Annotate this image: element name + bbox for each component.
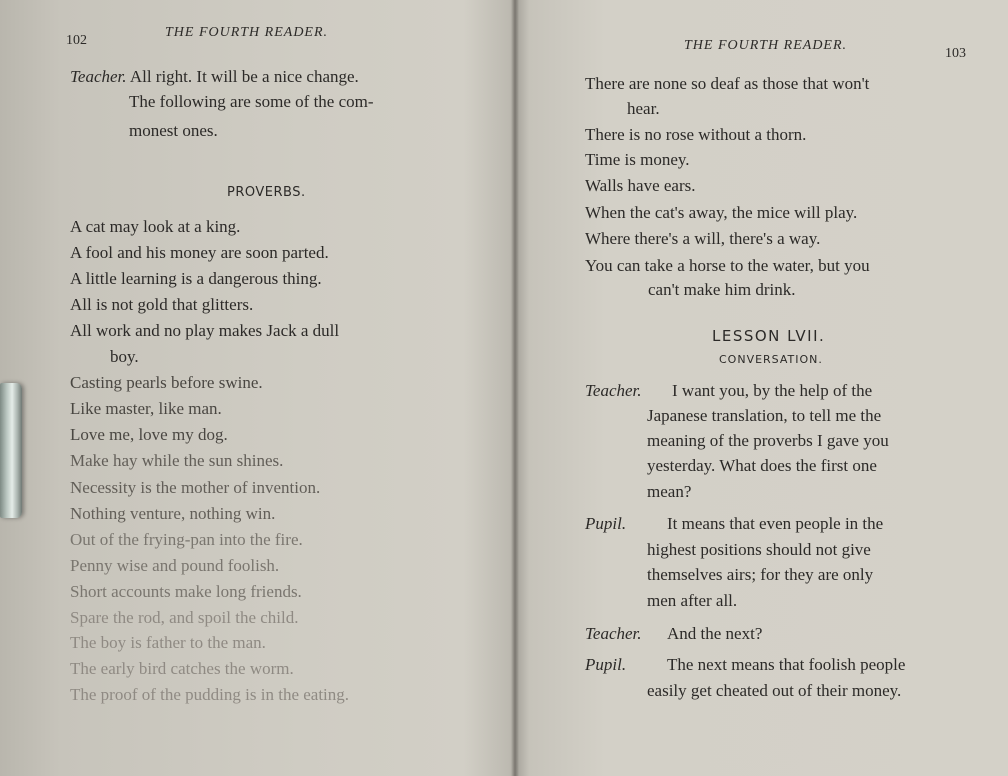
left-page-number: 102 [66, 33, 87, 48]
teacher-line-1 [70, 67, 359, 87]
teacher-line-3: monest ones. [129, 121, 218, 140]
proverb-line: When the cat's away, the mice will play. [585, 203, 858, 222]
dialogue-line: highest positions should not give [647, 540, 871, 559]
dialogue-speaker: Teacher. [585, 381, 642, 400]
proverb-line: A little learning is a dangerous thing. [70, 269, 322, 288]
proverb-line: There is no rose without a thorn. [585, 125, 807, 144]
proverb-line: The proof of the pudding is in the eating. [70, 685, 350, 704]
right-page [518, 0, 1008, 776]
proverb-line: All work and no play makes Jack a dull [70, 321, 340, 340]
proverb-line: The early bird catches the worm. [70, 659, 294, 678]
proverb-line: can't make him drink. [648, 280, 796, 299]
dialogue-line: It means that even people in the [667, 514, 884, 533]
lesson-title: LESSON LVII. [712, 327, 826, 345]
proverb-line: boy. [110, 347, 139, 366]
dialogue-line: men after all. [647, 591, 738, 610]
right-page-number: 103 [945, 46, 966, 61]
dialogue-line: easily get cheated out of their money. [647, 681, 902, 700]
proverb-line: Love me, love my dog. [70, 425, 228, 444]
dialogue-line: The next means that foolish people [667, 655, 906, 674]
proverb-line: All is not gold that glitters. [70, 295, 254, 314]
proverb-line: Walls have ears. [585, 176, 696, 195]
left-running-head: THE FOURTH READER. [165, 25, 329, 40]
dialogue-line: mean? [647, 482, 692, 501]
dialogue-line: Japanese translation, to tell me the [647, 406, 882, 425]
proverb-line: A cat may look at a king. [70, 217, 241, 236]
dialogue-line: themselves airs; for they are only [647, 565, 874, 584]
proverb-line: There are none so deaf as those that won't [585, 74, 870, 93]
dialogue-line: And the next? [667, 624, 763, 643]
dialogue-line: yesterday. What does the first one [647, 456, 877, 475]
proverb-line: Nothing venture, nothing win. [70, 504, 276, 523]
dialogue-speaker: Pupil. [585, 655, 627, 674]
proverb-line: The boy is father to the man. [70, 633, 266, 652]
proverb-line: Necessity is the mother of invention. [70, 478, 321, 497]
proverb-line: A fool and his money are soon parted. [70, 243, 329, 262]
teacher-speaker: Teacher. [70, 67, 127, 86]
dialogue-line: meaning of the proverbs I gave you [647, 431, 889, 450]
proverb-line: Make hay while the sun shines. [70, 451, 284, 470]
proverb-line: Penny wise and pound foolish. [70, 556, 280, 575]
proverb-line: Time is money. [585, 150, 690, 169]
proverb-line: Short accounts make long friends. [70, 582, 302, 601]
right-running-head: THE FOURTH READER. [684, 38, 848, 53]
teacher-text-1: All right. It will be a nice change. [129, 67, 359, 86]
proverb-line: Out of the frying-pan into the fire. [70, 530, 303, 549]
proverbs-heading: PROVERBS. [227, 185, 306, 200]
lesson-subtitle: CONVERSATION. [719, 353, 823, 366]
proverb-line: Casting pearls before swine. [70, 373, 263, 392]
proverb-line: You can take a horse to the water, but you [585, 256, 870, 275]
proverb-line: hear. [627, 99, 660, 118]
proverb-line: Like master, like man. [70, 399, 222, 418]
proverb-line: Where there's a will, there's a way. [585, 229, 821, 248]
proverb-line: Spare the rod, and spoil the child. [70, 608, 299, 627]
teacher-line-2: The following are some of the com- [129, 92, 374, 111]
dialogue-line: I want you, by the help of the [672, 381, 873, 400]
dialogue-speaker: Teacher. [585, 624, 642, 643]
dialogue-speaker: Pupil. [585, 514, 627, 533]
